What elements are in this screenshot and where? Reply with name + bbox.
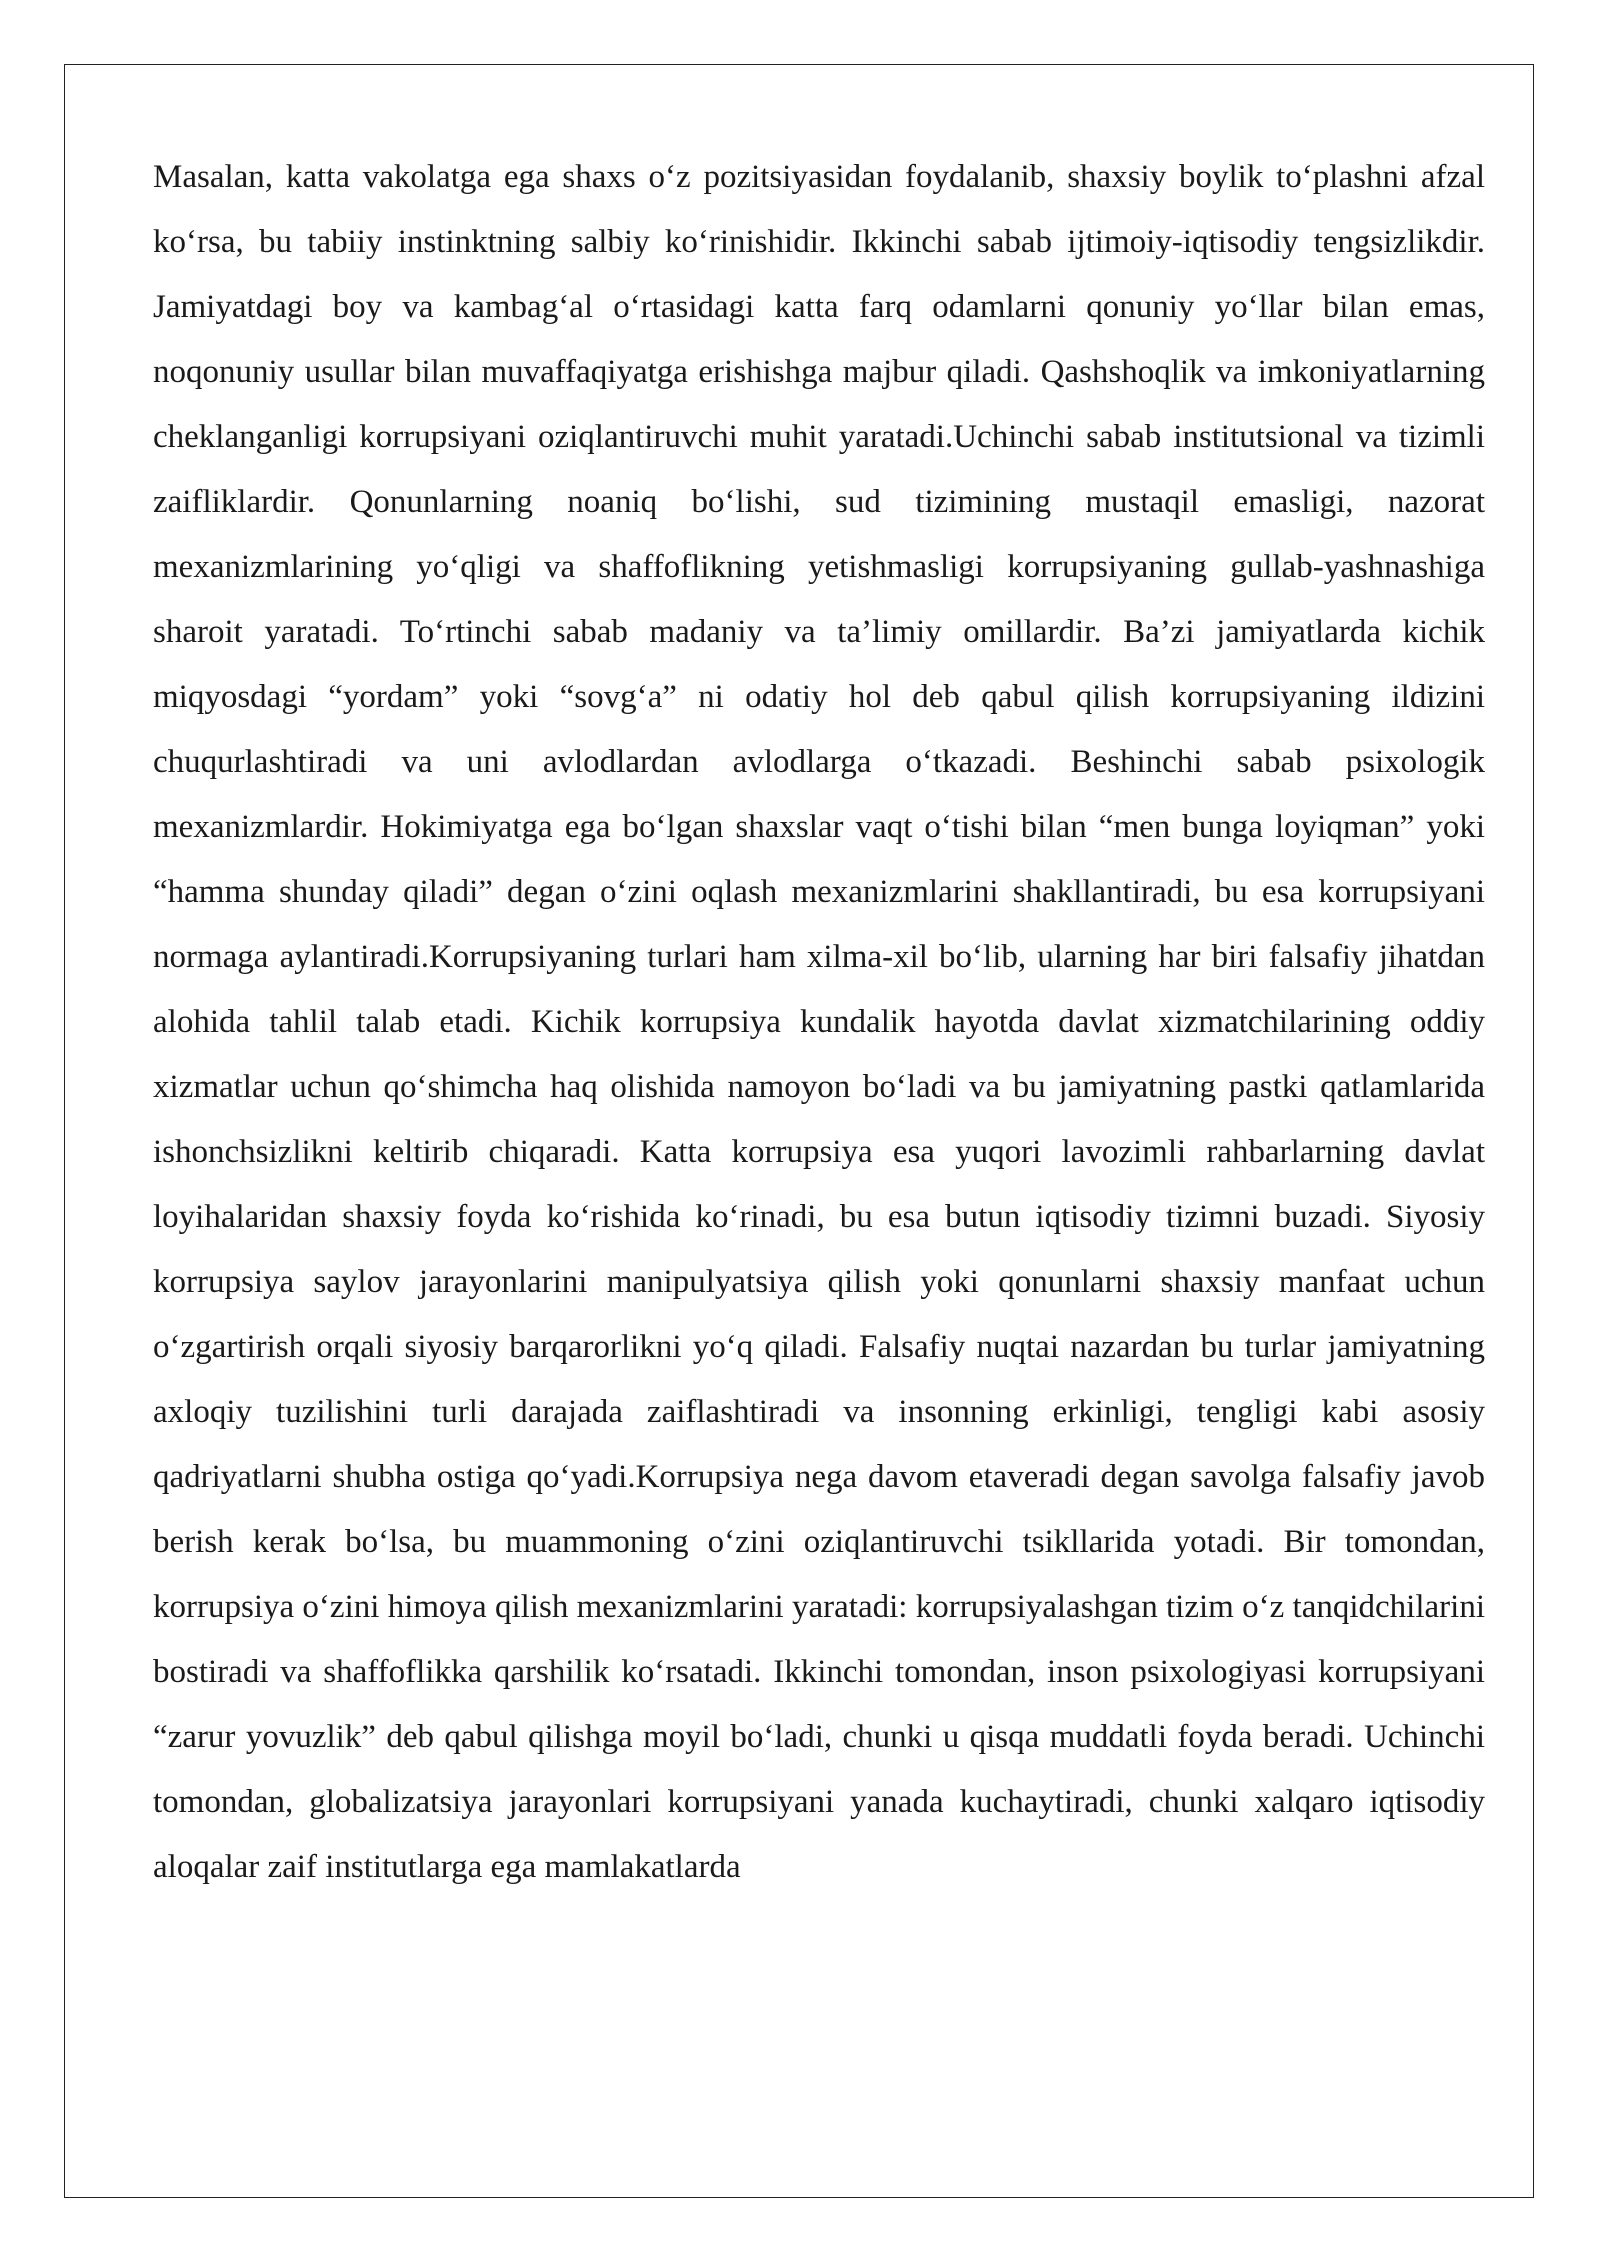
- document-body: [153, 145, 1485, 1900]
- body-paragraph: Masalan, katta vakolatga ega shaxs o‘z pozitsiyasidan foydalanib, shaxsiy boylik to‘plashni afzal ko‘rsa, bu tabiiy instinktning salbiy ko‘rinishidir. Ikkinchi sabab ijtimoiy-iqtisodiy tengsizlikdir. Jamiyatdagi boy va kambag‘al o‘rtasidagi katta farq odamlarni qonuniy yo‘llar bilan emas, noqonuniy usullar bilan muvaffaqiyatga erishishga majbur qiladi. Qashshoqlik va imkoniyatlarning cheklanganligi korrupsiyani oziqlantiruvchi muhit yaratadi.Uchinchi sabab institutsional va tizimli zaifliklardir. Qonunlarning noaniq bo‘lishi, sud tizimining mustaqil emasligi, nazorat mexanizmlarining yo‘qligi va shaffoflikning yetishmasligi korrupsiyaning gullab-yashnashiga sharoit yaratadi. To‘rtinchi sabab madaniy va ta’limiy omillardir. Ba’zi jamiyatlarda kichik miqyosdagi “yordam” yoki “sovg‘a” ni odatiy hol deb qabul qilish korrupsiyaning ildizini chuqurlashtiradi va uni avlodlardan avlodlarga o‘tkazadi. Beshinchi sabab psixologik mexanizmlardir. Hokimiyatga ega bo‘lgan shaxslar vaqt o‘tishi bilan “men bunga loyiqman” yoki “hamma shunday qiladi” degan o‘zini oqlash mexanizmlarini shakllantiradi, bu esa korrupsiyani normaga aylantiradi.Korrupsiyaning turlari ham xilma-xil bo‘lib, ularning har biri falsafiy jihatdan alohida tahlil talab etadi. Kichik korrupsiya kundalik hayotda davlat xizmatchilarining oddiy xizmatlar uchun qo‘shimcha haq olishida namoyon bo‘ladi va bu jamiyatning pastki qatlamlarida ishonchsizlikni keltirib chiqaradi. Katta korrupsiya esa yuqori lavozimli rahbarlarning davlat loyihalaridan shaxsiy foyda ko‘rishida ko‘rinadi, bu esa butun iqtisodiy tizimni buzadi. Siyosiy korrupsiya saylov jarayonlarini manipulyatsiya qilish yoki qonunlarni shaxsiy manfaat uchun o‘zgartirish orqali siyosiy barqarorlikni yo‘q qiladi. Falsafiy nuqtai nazardan bu turlar jamiyatning axloqiy tuzilishini turli darajada zaiflashtiradi va insonning erkinligi, tengligi kabi asosiy qadriyatlarni shubha ostiga qo‘yadi.Korrupsiya nega davom etaveradi degan savolga falsafiy javob berish kerak bo‘lsa, bu muammoning o‘zini oziqlantiruvchi tsikllarida yotadi. Bir tomondan, korrupsiya o‘zini himoya qilish mexanizmlarini yaratadi: korrupsiyalashgan tizim o‘z tanqidchilarini bostiradi va shaffoflikka qarshilik ko‘rsatadi. Ikkinchi tomondan, inson psixologiyasi korrupsiyani “zarur yovuzlik” deb qabul qilishga moyil bo‘ladi, chunki u qisqa muddatli foyda beradi. Uchinchi tomondan, globalizatsiya jarayonlari korrupsiyani yanada kuchaytiradi, chunki xalqaro iqtisodiy aloqalar zaif institutlarga ega mamlakatlarda: [153, 159, 1485, 1885]
